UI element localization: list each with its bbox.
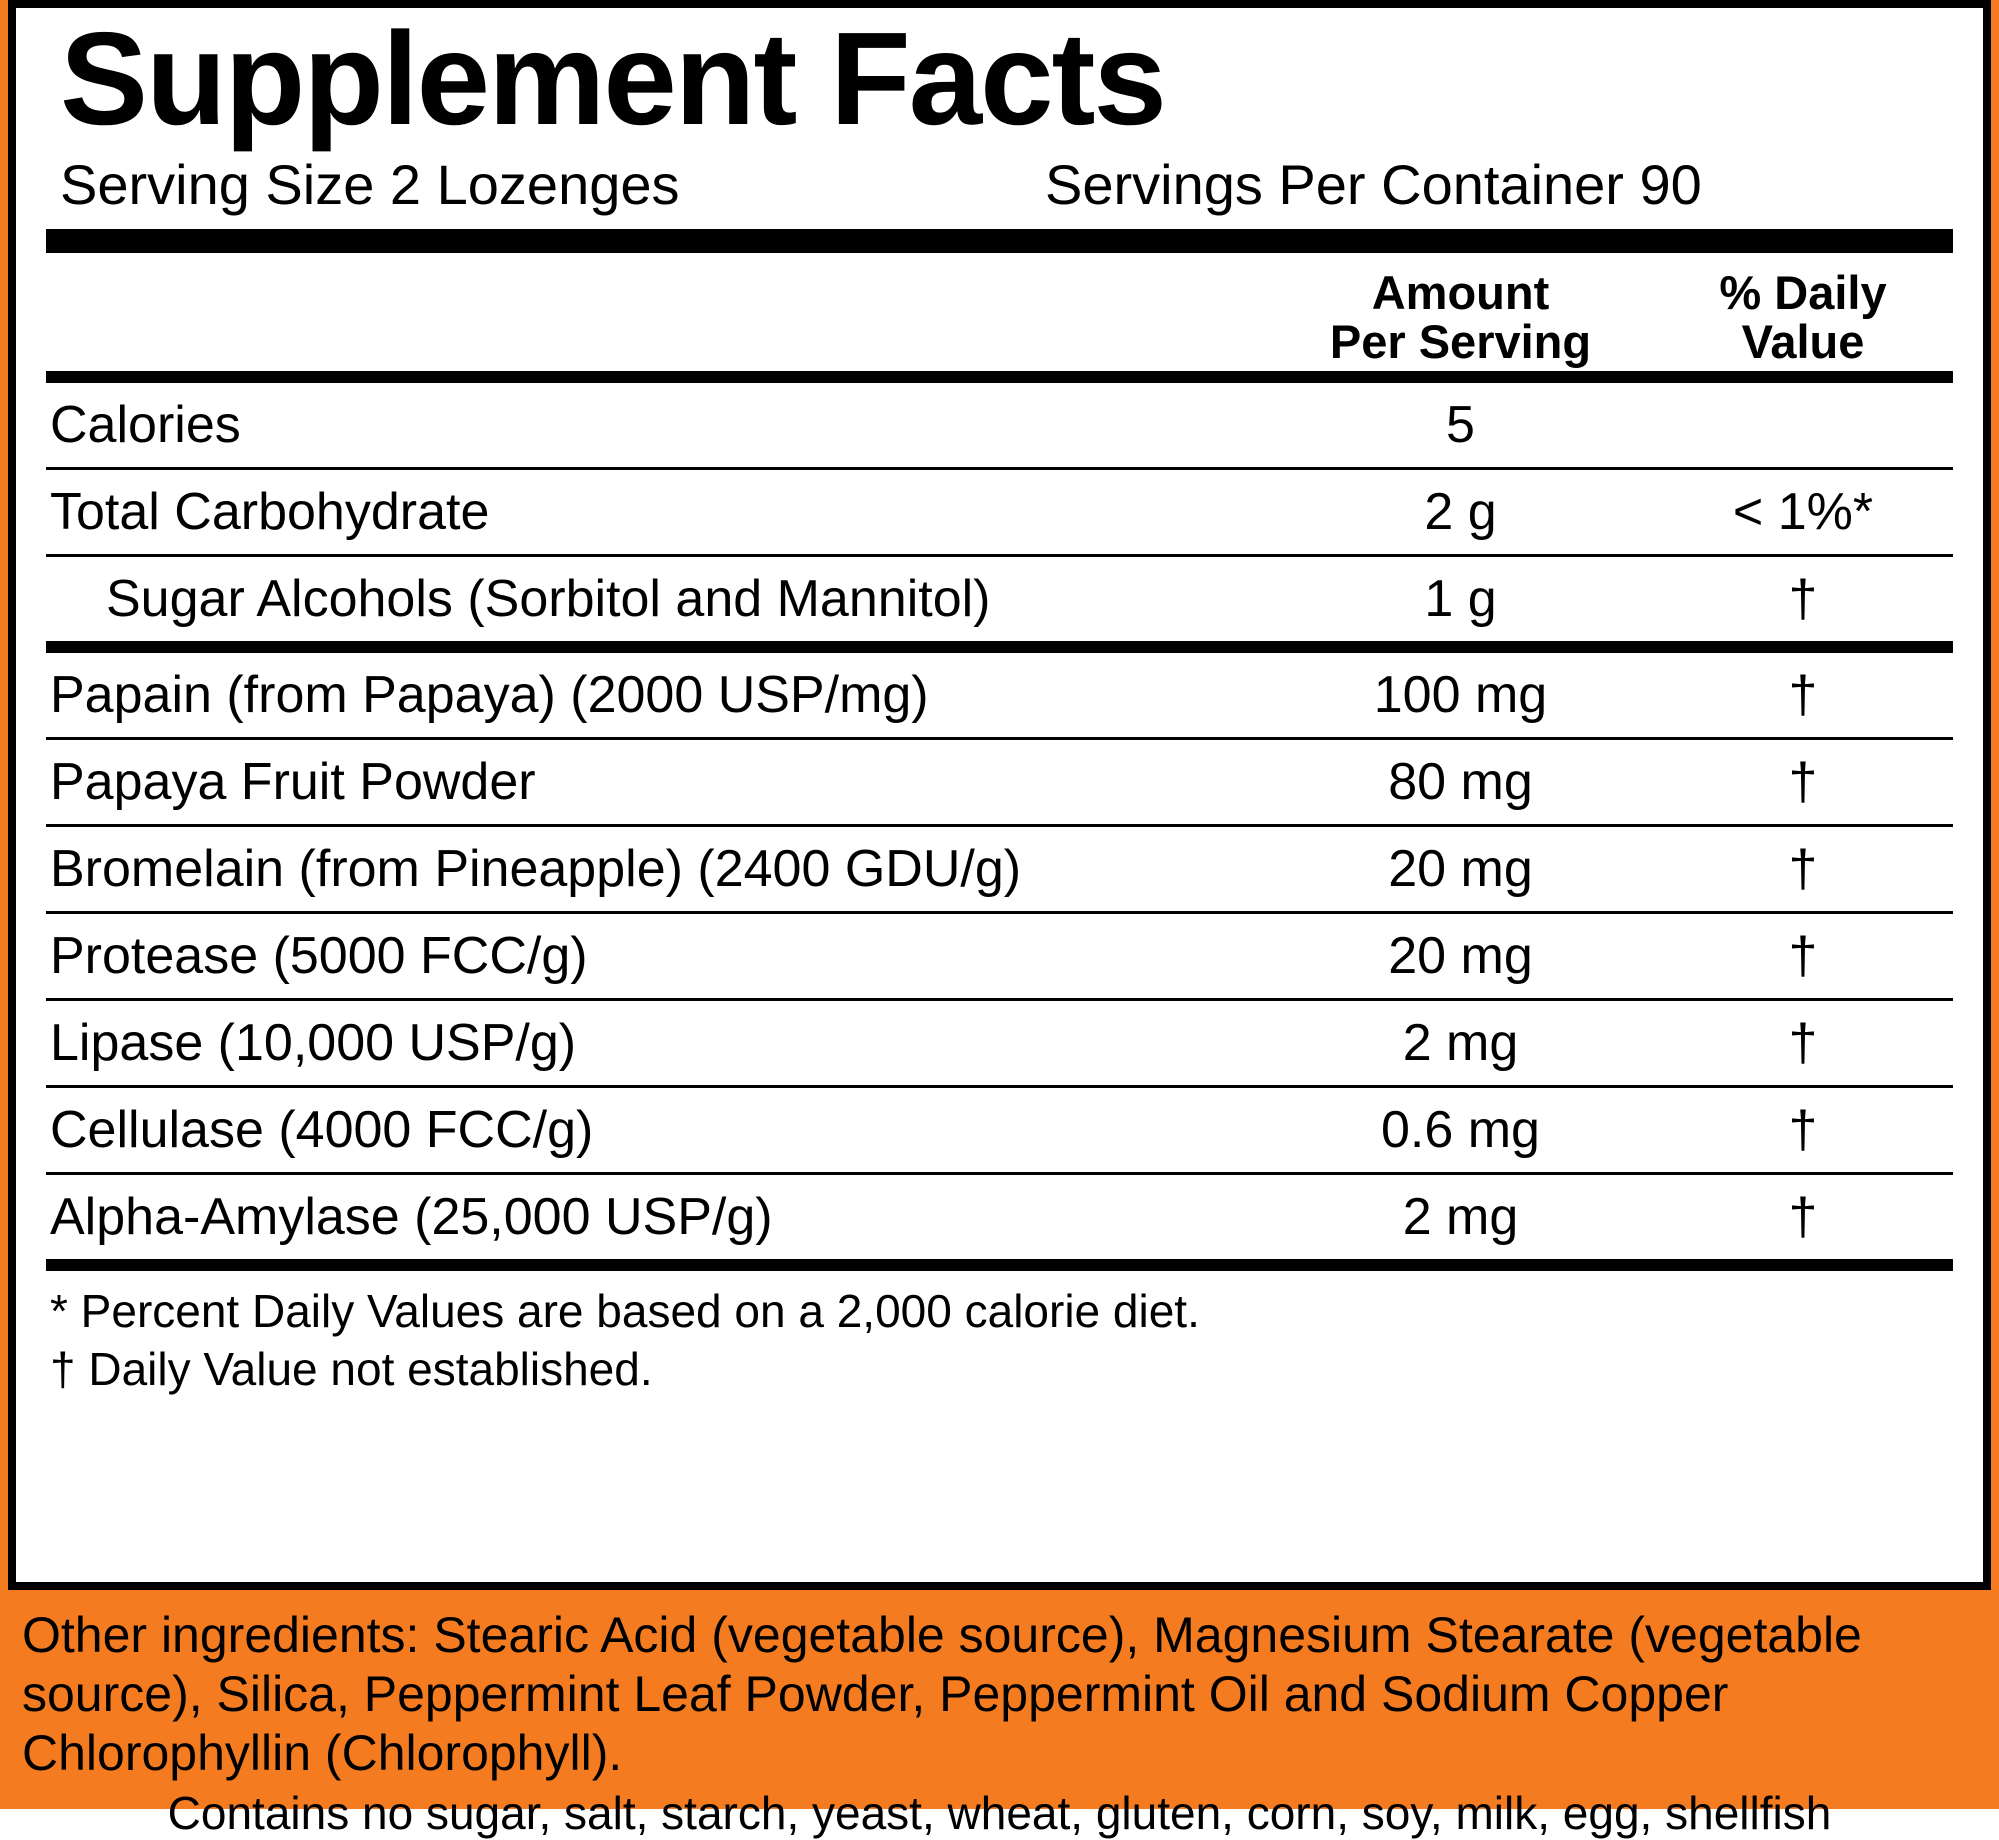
row-amount: 0.6 mg bbox=[1381, 1101, 1540, 1160]
servings-per-container: Servings Per Container 90 bbox=[1045, 152, 1702, 216]
table-row bbox=[46, 1088, 1953, 1172]
row-amount: 1 g bbox=[1424, 570, 1497, 629]
divider-thick-top bbox=[46, 229, 1953, 253]
row-name: Calories bbox=[50, 396, 241, 455]
row-name: Papain (from Papaya) (2000 USP/mg) bbox=[50, 666, 929, 725]
row-amount: 2 mg bbox=[1402, 1188, 1519, 1247]
row-name: Bromelain (from Pineapple) (2400 GDU/g) bbox=[50, 840, 1022, 899]
row-amount: 2 mg bbox=[1402, 1014, 1519, 1073]
footnote-percent-daily-value: * Percent Daily Values are based on a 2,000 calorie diet. bbox=[50, 1285, 1200, 1338]
column-header-amount bbox=[1268, 266, 1653, 369]
row-amount: 80 mg bbox=[1388, 753, 1533, 812]
row-amount: 100 mg bbox=[1373, 666, 1548, 725]
column-header-amount-line1: Amount bbox=[1371, 266, 1550, 320]
row-name: Papaya Fruit Powder bbox=[50, 753, 536, 812]
divider-above-footnotes bbox=[46, 1259, 1953, 1271]
row-amount: 20 mg bbox=[1388, 840, 1533, 899]
table-row bbox=[46, 653, 1953, 737]
row-daily-value: † bbox=[1788, 753, 1818, 812]
row-name: Cellulase (4000 FCC/g) bbox=[50, 1101, 594, 1160]
facts-panel bbox=[8, 0, 1991, 1590]
row-name: Protease (5000 FCC/g) bbox=[50, 927, 588, 986]
row-amount: 20 mg bbox=[1388, 927, 1533, 986]
row-daily-value: † bbox=[1788, 1014, 1818, 1073]
row-daily-value: † bbox=[1788, 840, 1818, 899]
table-row bbox=[46, 1175, 1953, 1259]
table-row bbox=[46, 383, 1953, 467]
footnotes bbox=[46, 1271, 1953, 1399]
table-row bbox=[46, 470, 1953, 554]
table-row bbox=[46, 827, 1953, 911]
row-daily-value: † bbox=[1788, 1101, 1818, 1160]
column-header-dv-line1: % Daily bbox=[1719, 266, 1887, 320]
column-headers bbox=[46, 253, 1953, 371]
table-row bbox=[46, 740, 1953, 824]
row-name: Total Carbohydrate bbox=[50, 483, 490, 542]
table-row bbox=[46, 914, 1953, 998]
row-daily-value: < 1%* bbox=[1732, 483, 1874, 542]
other-ingredients: Other ingredients: Stearic Acid (vegetable source), Magnesium Stearate (vegetable source), Silica, Peppermint Leaf Powder, Peppermint Oil and Sodium Copper Chlorophyllin (Chlorophyll). bbox=[22, 1607, 1862, 1781]
page-title: Supplement Facts bbox=[60, 5, 1165, 152]
divider-mid bbox=[46, 641, 1953, 653]
column-header-daily-value bbox=[1653, 266, 1953, 369]
row-daily-value: † bbox=[1788, 570, 1818, 629]
row-daily-value: † bbox=[1788, 927, 1818, 986]
column-header-dv-line2: Value bbox=[1741, 315, 1865, 369]
column-header-amount-line2: Per Serving bbox=[1329, 315, 1592, 369]
table-row bbox=[46, 557, 1953, 641]
row-amount: 2 g bbox=[1424, 483, 1497, 542]
cut-off-text: Contains no sugar, salt, starch, yeast, wheat, gluten, corn, soy, milk, egg, shellfish bbox=[167, 1787, 1832, 1839]
row-daily-value: † bbox=[1788, 666, 1818, 725]
row-amount: 5 bbox=[1446, 396, 1475, 455]
row-daily-value: † bbox=[1788, 1188, 1818, 1247]
row-name: Alpha-Amylase (25,000 USP/g) bbox=[50, 1188, 773, 1247]
serving-size: Serving Size 2 Lozenges bbox=[60, 152, 680, 216]
row-name: Sugar Alcohols (Sorbitol and Mannitol) bbox=[106, 570, 991, 629]
row-name: Lipase (10,000 USP/g) bbox=[50, 1014, 577, 1073]
table-row bbox=[46, 1001, 1953, 1085]
divider-under-headers bbox=[46, 371, 1953, 383]
serving-info bbox=[60, 153, 1953, 217]
footnote-dv-not-established: † Daily Value not established. bbox=[50, 1342, 653, 1395]
